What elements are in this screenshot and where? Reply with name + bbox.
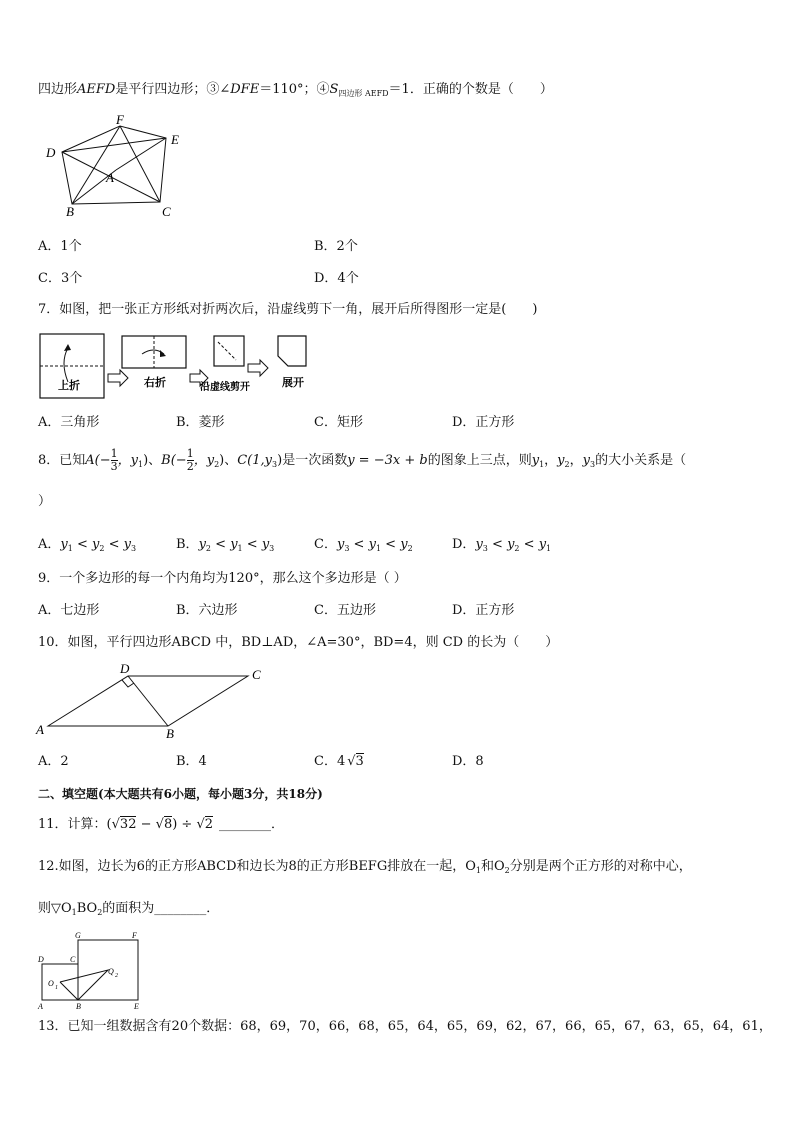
q8-option-c[interactable]: C．$y_3 < y_1 < y_2$ [314, 537, 413, 553]
q12-figure [36, 928, 152, 1010]
q6-label-f: F [116, 112, 124, 127]
q7-step-2: 右折 [144, 377, 166, 389]
q10-label-a: A [36, 722, 44, 737]
q10-figure [34, 660, 274, 742]
q9-stem: 9．一个多边形的每一个内角均为120°，那么这个多边形是（ ） [38, 571, 407, 586]
q10-option-d[interactable]: D．8 [452, 754, 484, 769]
q7-stem: 7．如图，把一张正方形纸对折两次后，沿虚线剪下一角，展开后所得图形一定是( ) [38, 302, 538, 317]
q6-stem: 四边形AEFD是平行四边形；③∠DFE＝110°；$④S_{四边形 AEFD}=1$．正确的个数是（ ） [38, 82, 553, 98]
q7-option-a[interactable]: A．三角形 [38, 415, 100, 430]
q12-label-b: B [76, 1002, 81, 1010]
q12-label-c: C [70, 955, 76, 964]
section-heading: 二、填空题(本大题共有6小题，每小题3分，共18分) [38, 787, 323, 801]
q7-option-d[interactable]: D．正方形 [452, 415, 515, 430]
q6-label-b: B [66, 204, 74, 219]
q6-label-d: D [46, 145, 56, 160]
q6-option-d[interactable]: D．4个 [314, 271, 359, 286]
q9-option-a[interactable]: A．七边形 [38, 603, 100, 618]
q6-label-a: A [106, 170, 114, 185]
q10-label-c: C [252, 667, 261, 682]
q12-label-d: D [38, 955, 44, 964]
q12-label-o1-sub: 1 [55, 985, 58, 991]
q10-label-b: B [166, 726, 174, 741]
q6-figure [40, 112, 190, 224]
q6-option-b[interactable]: B．2个 [314, 239, 358, 254]
q9-option-b[interactable]: B．六边形 [176, 603, 238, 618]
q10-stem: 10．如图，平行四边形ABCD 中，BD⊥AD，∠A=30°，BD=4，则 CD 的长为（ ） [38, 635, 559, 650]
q12-label-o1: O [48, 979, 54, 988]
q10-option-b[interactable]: B．4 [176, 754, 207, 769]
q7-figure [38, 332, 328, 402]
q12-line2: 则$▽O_1BO_2$的面积为________． [38, 901, 220, 917]
q9-option-c[interactable]: C．五边形 [314, 603, 376, 618]
q11-stem: 11．计算：(√32 − √8) ÷ √2 ________． [38, 817, 285, 832]
q10-option-a[interactable]: A．2 [38, 754, 69, 769]
q13-stem: 13．已知一组数据含有20个数据：68，69，70，66，68，65，64，65，69，62，67，66，65，67，63，65，64，61， [38, 1019, 772, 1034]
q6-label-c: C [162, 204, 171, 219]
q12-label-f: F [132, 931, 137, 940]
q7-step-4: 展开 [282, 377, 304, 389]
q6-option-a[interactable]: A．1个 [38, 239, 82, 254]
q6-option-c[interactable]: C．3个 [38, 271, 83, 286]
q12-label-a: A [38, 1002, 43, 1010]
q8-option-d[interactable]: D．$y_3 < y_2 < y_1$ [452, 537, 552, 553]
q10-option-c[interactable]: C．4 √3 [314, 754, 364, 769]
q8-option-b[interactable]: B．$y_2 < y_1 < y_3$ [176, 537, 275, 553]
q7-option-b[interactable]: B．菱形 [176, 415, 225, 430]
q12-label-o2: Q [108, 967, 114, 976]
q7-step-3: 沿虚线剪开 [200, 382, 250, 393]
q8-stem-close: ） [38, 494, 52, 509]
q12-label-e: E [134, 1002, 139, 1010]
q6-label-e: E [171, 132, 179, 147]
q8-option-a[interactable]: A．$y_1 < y_2 < y_3$ [38, 537, 137, 553]
q7-step-1: 上折 [58, 380, 80, 392]
q10-label-d: D [120, 661, 130, 676]
q12-label-g: G [75, 931, 81, 940]
q12-label-o2-sub: 2 [115, 973, 118, 979]
q9-option-d[interactable]: D．正方形 [452, 603, 515, 618]
q12-line1: 12.如图，边长为6的正方形ABCD和边长为8的正方形BEFG排放在一起，$O_1$和$O_2$分别是两个正方形的对称中心， [38, 859, 692, 875]
q8-stem: 8．已知A(− $\frac{1}{3}$ ，$y_1$)、B(− $\frac{1}{2}$ ，$y_2$)、$C(1,y_3)$是一次函数y = −3x + b的图象上三点，则$y_1$，$y_2$，$y_3$的大小关系是（ [38, 447, 687, 473]
q7-option-c[interactable]: C．矩形 [314, 415, 363, 430]
